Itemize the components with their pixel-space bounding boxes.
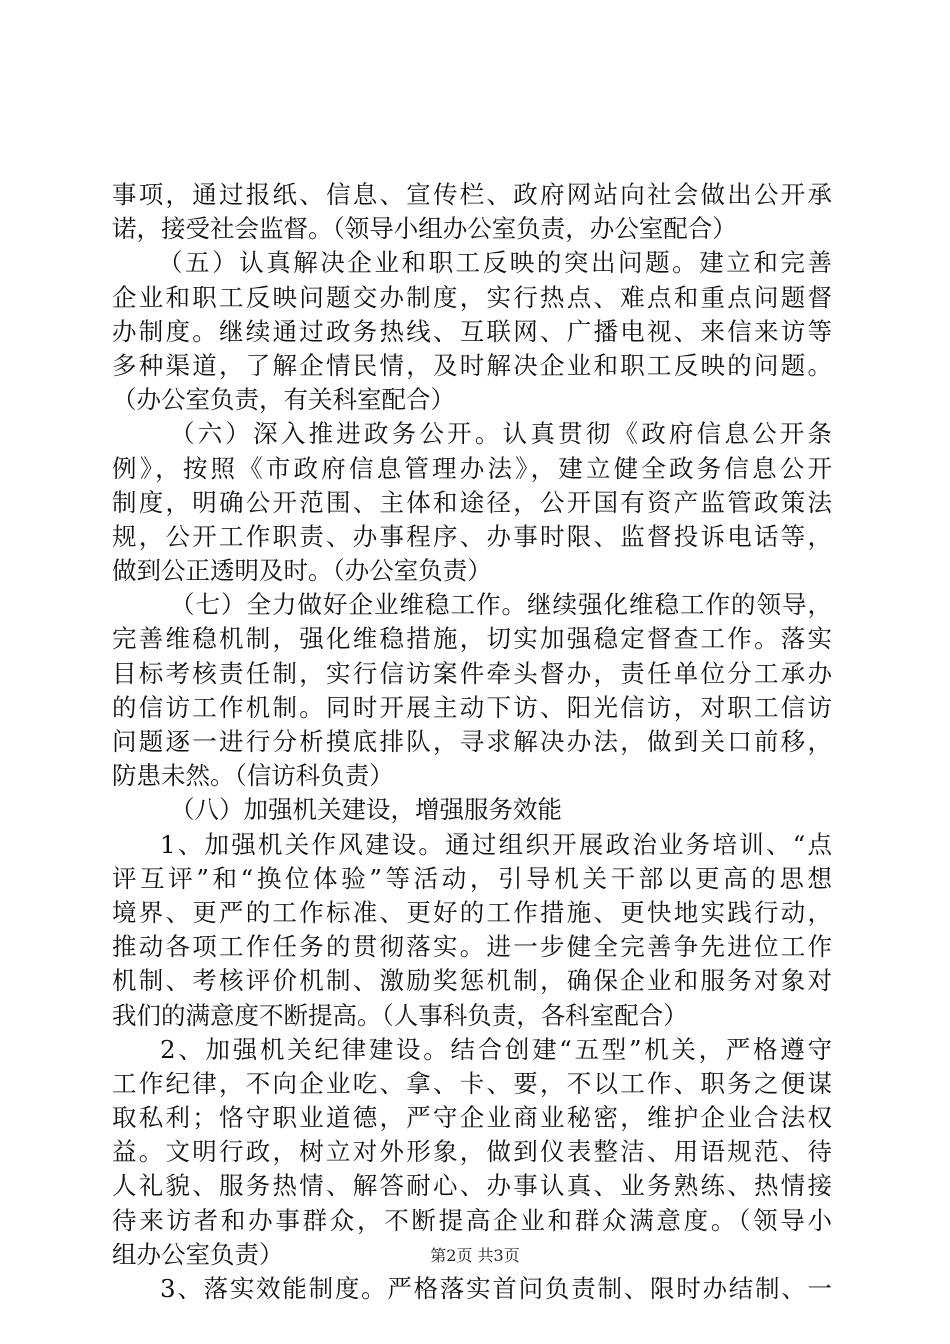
text-line: 做到公正透明及时。（办公室负责） [112, 556, 492, 586]
text-line: 办制度。继续通过政务热线、互联网、广播电视、来信来访等 [112, 316, 832, 346]
text-line: 规，公开工作职责、办事程序、办事时限、监督投诉电话等， [112, 521, 832, 551]
text-line: 取私利；恪守职业道德，严守企业商业秘密，维护企业合法权 [112, 1103, 832, 1133]
text-line: 目标考核责任制，实行信访案件牵头督办，责任单位分工承办 [112, 658, 832, 688]
text-line: 组办公室负责） [112, 1239, 284, 1269]
text-line: 的信访工作机制。同时开展主动下访、阳光信访，对职工信访 [112, 692, 832, 722]
text-line: 制度，明确公开范围、主体和途径，公开国有资产监管政策法 [112, 487, 832, 517]
text-line: 人礼貌、服务热情、解答耐心、办事认真、业务熟练、热情接 [112, 1171, 832, 1201]
text-line: 企业和职工反映问题交办制度，实行热点、难点和重点问题督 [112, 282, 832, 312]
text-line: 境界、更严的工作标准、更好的工作措施、更快地实践行动， [112, 897, 832, 927]
text-line: 多种渠道，了解企情民情，及时解决企业和职工反映的问题。 [112, 350, 832, 380]
text-line: 我们的满意度不断提高。（人事科负责，各科室配合） [112, 1000, 688, 1030]
text-line: 事项，通过报纸、信息、宣传栏、政府网站向社会做出公开承 [112, 180, 832, 209]
item-heading-line: 1、加强机关作风建设。通过组织开展政治业务培训、“点 [160, 829, 832, 859]
section-heading-line: （五）认真解决企业和职工反映的突出问题。建立和完善 [158, 248, 832, 278]
section-heading-line: （八）加强机关建设，增强服务效能 [170, 795, 562, 825]
item-heading-line: 2、加强机关纪律建设。结合创建“五型”机关，严格遵守 [160, 1034, 832, 1064]
text-line: 待来访者和办事群众，不断提高企业和群众满意度。（领导小 [112, 1205, 832, 1235]
item-heading-line: 3、落实效能制度。严格落实首问负责制、限时办结制、一 [160, 1274, 832, 1303]
text-line: 推动各项工作任务的贯彻落实。进一步健全完善争先进位工作 [112, 932, 832, 962]
text-line: 工作纪律，不向企业吃、拿、卡、要，不以工作、职务之便谋 [112, 1068, 832, 1098]
text-line: 机制、考核评价机制、激励奖惩机制，确保企业和服务对象对 [112, 966, 832, 996]
text-line: 诺，接受社会监督。（领导小组办公室负责，办公室配合） [112, 214, 737, 244]
document-body [112, 178, 832, 1306]
text-line: 完善维稳机制，强化维稳措施，切实加强稳定督查工作。落实 [112, 624, 832, 654]
text-line: 防患未然。（信访科负责） [112, 761, 394, 791]
section-heading-line: （六）深入推进政务公开。认真贯彻《政府信息公开条 [170, 419, 832, 449]
section-heading-line: （七）全力做好企业维稳工作。继续强化维稳工作的领导， [170, 590, 832, 620]
text-line: 问题逐一进行分析摸底排队，寻求解决办法，做到关口前移， [112, 727, 832, 756]
page-number-footer: 第2页 共3页 [430, 1246, 520, 1265]
text-line: 评互评”和“换位体验”等活动，引导机关干部以更高的思想 [112, 863, 832, 893]
text-line: （办公室负责，有关科室配合） [112, 385, 455, 415]
text-line: 益。文明行政，树立对外形象，做到仪表整洁、用语规范、待 [112, 1137, 832, 1167]
text-line: 例》，按照《市政府信息管理办法》，建立健全政务信息公开 [112, 453, 832, 483]
